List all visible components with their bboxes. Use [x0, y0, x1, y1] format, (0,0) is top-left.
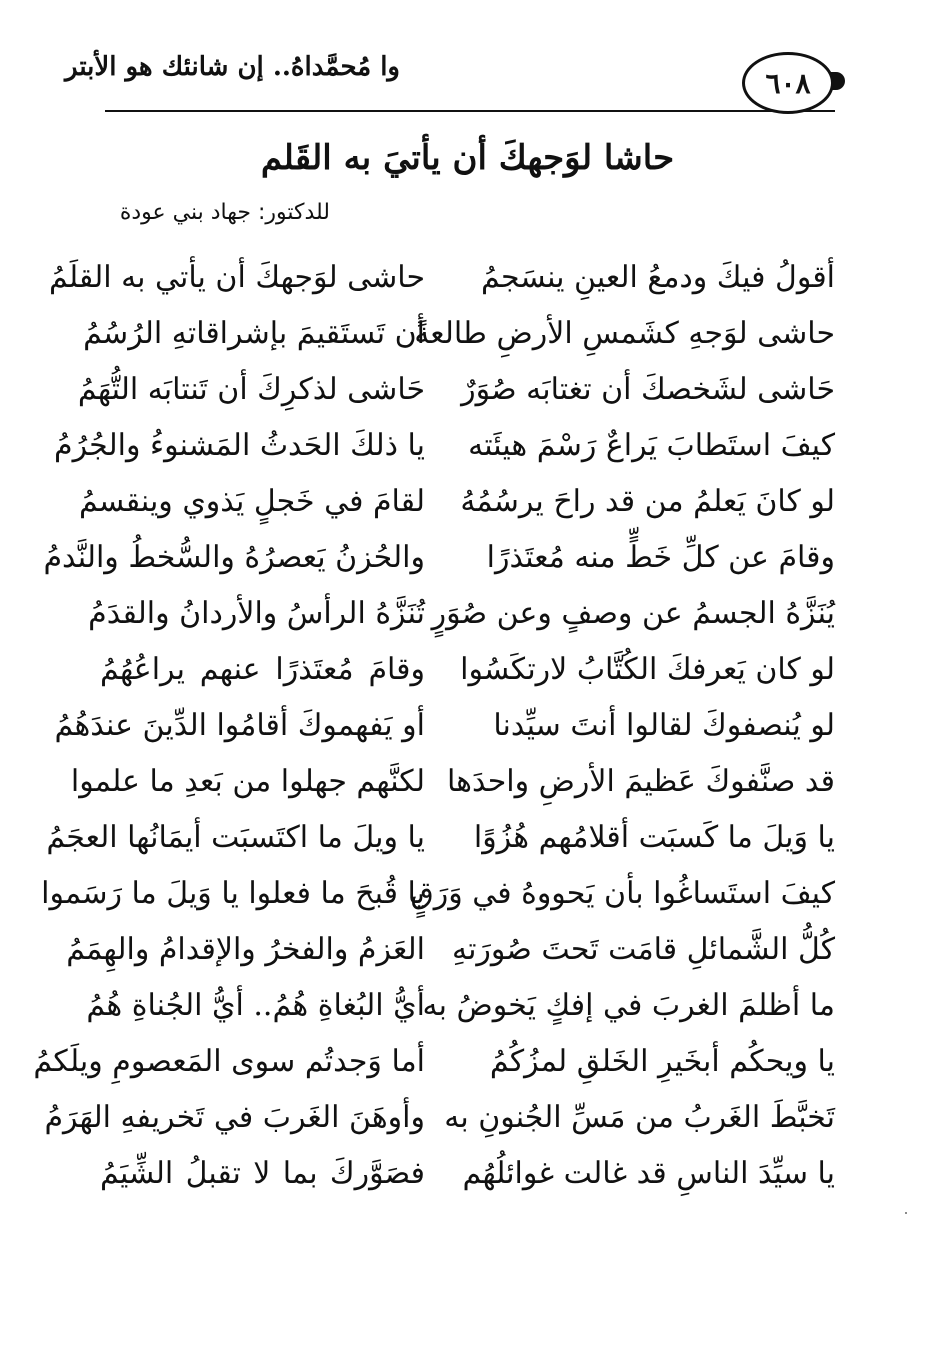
verse-7-first-hemistich: يُنَزَّهُ الجسمُ عن وصفٍ وعن صُوَرٍ	[431, 596, 835, 631]
poem-title: حاشا لوَجهكَ أن يأتيَ به القَلم	[260, 138, 675, 178]
verse-5-first-hemistich: لو كانَ يَعلمُ من قد راحَ يرسُمُهُ	[460, 484, 835, 519]
verse-2-second-hemistich: أن تَستَقيمَ بإشراقاتهِ الرُسُمُ	[83, 316, 425, 351]
verse-5-second-hemistich: لقامَ في خَجلٍ يَذوي وينقسمُ	[78, 484, 425, 519]
verse-12-first-hemistich: كيفَ استَساغُوا بأن يَحووهُ في وَرَقٍ	[410, 876, 835, 911]
verse-1-second-hemistich: حاشى لوَجهكَ أن يأتي به القلَمُ	[49, 260, 425, 295]
verse-13-second-hemistich: العَزمُ والفخرُ والإقدامُ والهِمَمُ	[66, 932, 425, 967]
verse-14-second-hemistich: أيُّ البُغاةِ هُمُ.. أيُّ الجُناةِ هُمُ	[86, 988, 425, 1023]
verse-1-first-hemistich: أقولُ فيكَ ودمعُ العينِ ينسَجمُ	[480, 260, 835, 295]
verse-12-second-hemistich: يا قُبحَ ما فعلوا يا وَيلَ ما رَسَموا	[41, 876, 425, 911]
verse-7-second-hemistich: تُنَزَّهُ الرأسُ والأردانُ والقدَمُ	[88, 596, 425, 631]
verse-3-second-hemistich: حَاشى لذكرِكَ أن تَنتابَه التُّهَمُ	[77, 372, 425, 407]
verse-13-first-hemistich: كُلُّ الشَّمائلِ قامَت تَحتَ صُورَتهِ	[451, 932, 835, 967]
poem-author: للدكتور: جهاد بني عودة	[119, 200, 330, 225]
verse-11-first-hemistich: يا وَيلَ ما كَسبَت أقلامُهم هُزُوًا	[473, 820, 835, 855]
page-number-oval	[742, 52, 834, 114]
verse-4-second-hemistich: يا ذلكَ الحَدثُ المَشنوءُ والجُرُمُ	[54, 428, 425, 463]
verse-6-first-hemistich: وقامَ عن كلِّ خَطٍّ منه مُعتَذرًا	[486, 540, 835, 575]
verse-2-first-hemistich: حاشى لوَجهِ كشَمسِ الأرضِ طالعةً	[414, 316, 835, 351]
running-title: وا مُحمَّداهُ.. إن شانئك هو الأبتر	[64, 52, 400, 82]
verse-9-second-hemistich: أو يَفهموكَ أقامُوا الدِّينَ عندَهُمُ	[54, 708, 425, 743]
verse-6-second-hemistich: والحُزنُ يَعصرُهُ والسُّخطُ والنَّدمُ	[43, 540, 425, 575]
scan-speck	[905, 1212, 907, 1214]
verse-17-second-hemistich: فصَوَّركَ بما لا تقبلُ الشِّيَمُ	[100, 1156, 425, 1191]
verse-8-first-hemistich: لو كان يَعرفكَ الكُتَّابُ لارتكَسُوا	[460, 652, 835, 687]
verse-16-second-hemistich: وأوهَنَ الغَربَ في تَخريفهِ الهَرَمُ	[44, 1100, 425, 1135]
page-number: ٦٠٨	[765, 66, 811, 100]
verse-11-second-hemistich: يا ويلَ ما اكتَسبَت أيمَانُها العجَمُ	[46, 820, 425, 855]
verse-4-first-hemistich: كيفَ استَطابَ يَراعٌ رَسْمَ هيئَته	[468, 428, 835, 463]
verse-15-second-hemistich: أما وَجدتُم سوى المَعصومِ ويلَكمُ	[33, 1044, 425, 1079]
verse-3-first-hemistich: حَاشى لشَخصكَ أن تغتابَه صُوَرٌ	[461, 372, 835, 407]
verse-10-first-hemistich: قد صنَّفوكَ عَظيمَ الأرضِ واحدَها	[447, 764, 835, 799]
verse-15-first-hemistich: يا ويحكُم أبخَيرِ الخَلقِ لمزُكُمُ	[489, 1044, 835, 1079]
verse-9-first-hemistich: لو يُنصفوكَ لقالوا أنتَ سيِّدنا	[493, 708, 835, 743]
verse-10-second-hemistich: لكنَّهم جهلوا من بَعدِ ما علموا	[70, 764, 425, 799]
header-rule	[105, 110, 835, 112]
verse-14-first-hemistich: ما أظلمَ الغربَ في إفكٍ يَخوضُ به	[422, 988, 835, 1023]
verse-17-first-hemistich: يا سيِّدَ الناسِ قد غالت غوائلُهُم	[462, 1156, 835, 1191]
verse-8-second-hemistich: وقامَ مُعتَذرًا عنهم يراعُهُمُ	[100, 652, 425, 687]
verse-16-first-hemistich: تَخبَّطَ الغَربُ من مَسِّ الجُنونِ به	[444, 1100, 835, 1135]
